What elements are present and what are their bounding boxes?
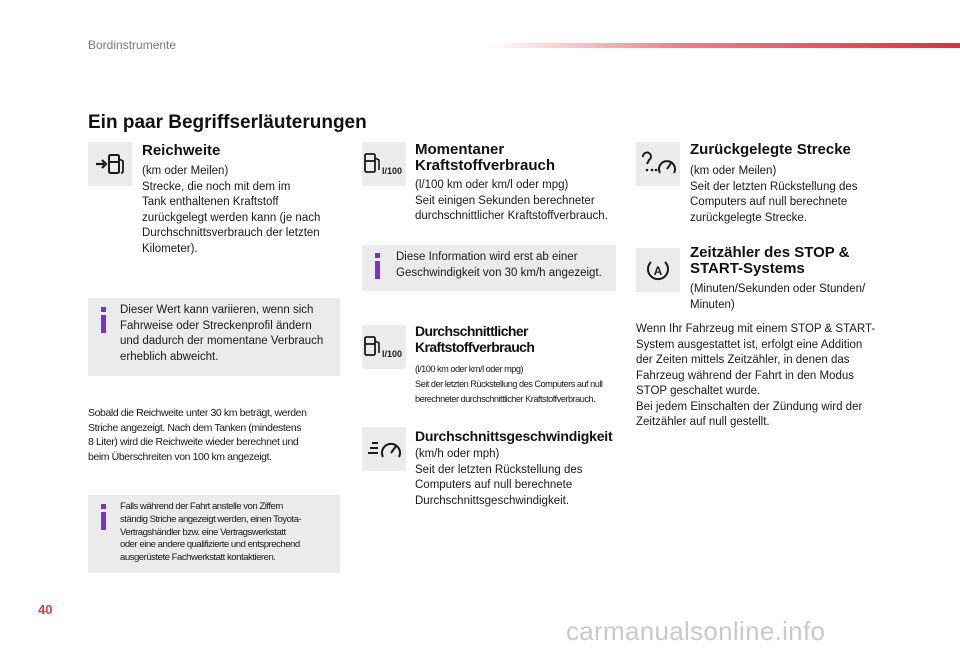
watermark: carmanualsonline.info — [566, 616, 826, 646]
geschw-title: Durchschnittsgeschwindigkeit — [415, 428, 613, 444]
info-box-dashes — [88, 495, 340, 573]
reichweite-note: Sobald die Reichweite unter 30 km beträgt, werden Striche angezeigt. Nach dem Tanken (mindestens 8 Liter) wird die Reichweite wieder berechnet und beim Überschreiten von 100 km angezeigt. — [88, 407, 307, 463]
momentan-text: (l/100 km oder km/l oder mpg) Seit einigen Sekunden berechneter durchschnittlicher Kraftstoffverbrauch. — [415, 179, 608, 222]
page-number: 40 — [38, 602, 53, 617]
info-text: Diese Information wird erst ab einer Geschwindigkeit von 30 km/h angezeigt. — [396, 251, 602, 279]
distance-icon — [636, 142, 680, 186]
speedometer-icon — [362, 427, 406, 471]
reichweite-title: Reichweite — [142, 142, 221, 159]
svg-text:l/100: l/100 — [382, 349, 403, 359]
fuel-pump-arrow-icon — [88, 142, 132, 186]
stopstart-title: Zeitzähler des STOP & START-Systems — [690, 244, 850, 277]
strecke-title: Zurückgelegte Strecke — [690, 141, 851, 158]
fuel-pump-l100-icon — [362, 325, 406, 369]
svg-text:A: A — [653, 264, 663, 278]
stop-start-icon — [636, 248, 680, 292]
momentan-title: Momentaner Kraftstoffverbrauch — [415, 141, 556, 174]
stopstart-text: (Minuten/Sekunden oder Stunden/ Minuten) — [690, 283, 866, 311]
info-text: Dieser Wert kann variieren, wenn sich Fahrweise oder Streckenprofil ändern und dadurch der momentane Verbrauch erheblich abweicht. — [120, 304, 324, 363]
info-box-speed — [362, 245, 616, 291]
reichweite-text: (km oder Meilen) Strecke, die noch mit dem im Tank enthaltenen Kraftstoff zurückgelegt werden kann (je nach Durchschnittsverbrauch der letzten Kilometer). — [142, 165, 321, 255]
info-icon — [375, 253, 380, 258]
info-text: Falls während der Fahrt anstelle von Ziffern ständig Striche angezeigt werden, einen Toyota- Vertragshändler bzw. eine Vertragswerkstatt oder eine andere qualifizierte und entsprechend ausgerüstete Fachwerkstatt kontaktieren. — [120, 501, 302, 564]
strecke-text: (km oder Meilen) Seit der letzten Rückstellung des Computers auf null berechnete zurückgelegte Strecke. — [690, 165, 858, 224]
header-accent-bar — [490, 43, 960, 48]
svg-text:l/100: l/100 — [382, 166, 403, 176]
stopstart-note: Wenn Ihr Fahrzeug mit einem STOP & START- System ausgestattet ist, erfolgt eine Addition der Zeiten mittels Zeitzähler, in denen das Fahrzeug während der Fahrt in den Modus STOP geschaltet wurde. Bei jedem Einschalten der Zündung wird der Zeitzähler auf null gestellt. — [636, 323, 876, 428]
durchschnitt-title: Durchschnittlicher Kraftstoffverbrauch — [415, 323, 535, 355]
header-title: Bordinstrumente — [88, 38, 177, 52]
durchschnitt-text: (l/100 km oder km/l oder mpg) Seit der letzten Rückstellung des Computers auf null berechneter durchschnittlicher Kraftstoffverbrauch. — [415, 364, 603, 404]
fuel-pump-l100-icon — [362, 142, 406, 186]
info-box-variation — [88, 298, 340, 376]
page-title: Ein paar Begriffserläuterungen — [88, 112, 367, 133]
info-icon — [101, 504, 106, 509]
geschw-text: (km/h oder mph) Seit der letzten Rückstellung des Computers auf null berechnete Durchschnittsgeschwindigkeit. — [415, 448, 583, 507]
info-icon — [101, 307, 106, 312]
